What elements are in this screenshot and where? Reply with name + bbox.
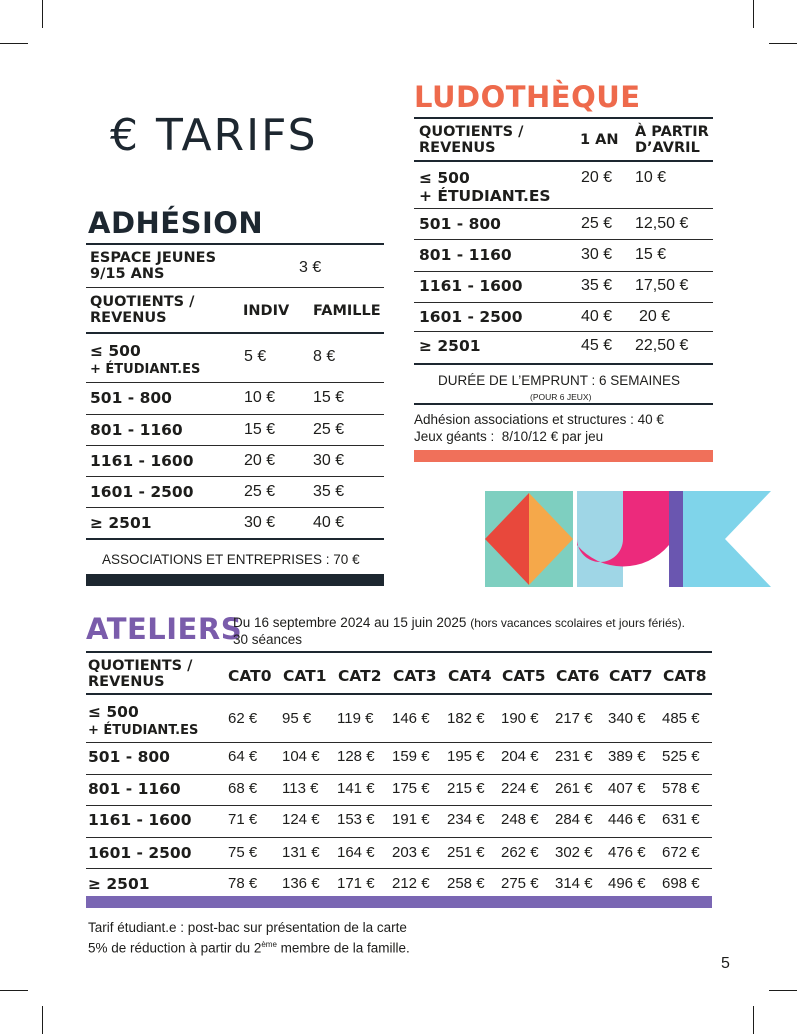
quotient-label: ≤ 500	[88, 703, 139, 721]
divider	[86, 693, 712, 695]
indiv-value: 30 €	[244, 514, 276, 531]
cat2-value: 171 €	[337, 875, 375, 892]
col-avril: À PARTIR D’AVRIL	[635, 124, 709, 156]
cat8-value: 631 €	[662, 811, 700, 828]
divider	[86, 287, 384, 288]
col-cat4: CAT4	[448, 667, 492, 685]
cat3-value: 203 €	[392, 844, 430, 861]
cat0-value: 68 €	[228, 780, 258, 797]
crop-mark	[42, 1006, 43, 1034]
quotient-label: 801 - 1160	[88, 780, 181, 798]
cat7-value: 446 €	[608, 811, 646, 828]
col-1an: 1 AN	[580, 132, 619, 148]
divider	[86, 243, 384, 245]
an-value: 20 €	[581, 169, 613, 186]
avril-value: 17,50 €	[635, 277, 689, 294]
cat4-value: 234 €	[447, 811, 485, 828]
cat8-value: 698 €	[662, 875, 700, 892]
quotient-label: 1601 - 2500	[88, 844, 192, 862]
cat8-value: 672 €	[662, 844, 700, 861]
light-blue-shape	[577, 491, 623, 587]
cat5-value: 248 €	[501, 811, 539, 828]
cat1-value: 104 €	[282, 748, 320, 765]
espace-jeunes-value: 3 €	[299, 259, 322, 276]
quotient-label: ≥ 2501	[90, 514, 152, 532]
cat2-value: 164 €	[337, 844, 375, 861]
divider	[86, 774, 712, 775]
cat5-value: 224 €	[501, 780, 539, 797]
cat6-value: 284 €	[555, 811, 593, 828]
divider	[414, 331, 713, 332]
divider	[86, 805, 712, 806]
avril-value: 12,50 €	[635, 215, 689, 232]
ateliers-note-reduction	[88, 936, 410, 958]
espace-jeunes-label: ESPACE JEUNES 9/15 ANS	[90, 250, 217, 282]
avril-value: 15 €	[635, 246, 667, 263]
cat8-value: 485 €	[662, 710, 700, 727]
quotient-sublabel: + ÉTUDIANT.ES	[88, 723, 199, 738]
ateliers-note-etudiant: Tarif étudiant.e : post-bac sur présentation de la carte	[88, 920, 407, 935]
divider	[86, 476, 384, 477]
cat5-value: 275 €	[501, 875, 539, 892]
cat8-value: 525 €	[662, 748, 700, 765]
cat6-value: 302 €	[555, 844, 593, 861]
col-indiv: INDIV	[243, 303, 290, 319]
cat4-value: 258 €	[447, 875, 485, 892]
page-number: 5	[721, 955, 730, 972]
cat3-value: 191 €	[392, 811, 430, 828]
cat7-value: 340 €	[608, 710, 646, 727]
an-value: 40 €	[581, 308, 613, 325]
cat2-value: 119 €	[337, 710, 374, 727]
col-cat1: CAT1	[283, 667, 327, 685]
quotient-label: 1601 - 2500	[419, 308, 523, 326]
ludo-note-adhesion: Adhésion associations et structures : 40 €	[414, 412, 664, 427]
cat6-value: 231 €	[555, 748, 593, 765]
cat1-value: 136 €	[282, 875, 320, 892]
quotient-label: 501 - 800	[90, 389, 172, 407]
cat7-value: 389 €	[608, 748, 646, 765]
divider	[414, 302, 713, 303]
ludo-note-jeux-geants: Jeux géants : 8/10/12 € par jeu	[414, 429, 604, 444]
page-title: € TARIFS	[110, 110, 318, 161]
quotient-label: 1161 - 1600	[90, 452, 194, 470]
duree-emprunt-sub: (POUR 6 JEUX)	[530, 392, 592, 402]
reduction-superscript: ème	[261, 940, 277, 949]
cat2-value: 128 €	[337, 748, 375, 765]
crop-mark	[0, 990, 28, 991]
divider	[86, 837, 712, 838]
quotient-label: ≥ 2501	[419, 337, 481, 355]
quotient-label: ≤ 500	[419, 169, 470, 187]
crop-mark	[0, 43, 28, 44]
famille-value: 30 €	[313, 452, 345, 469]
quotient-label: 801 - 1160	[90, 421, 183, 439]
indiv-value: 20 €	[244, 452, 276, 469]
quotient-label: ≤ 500	[90, 342, 141, 360]
an-value: 45 €	[581, 337, 613, 354]
duree-emprunt: DURÉE DE L’EMPRUNT : 6 SEMAINES	[438, 373, 681, 388]
famille-value: 40 €	[313, 514, 345, 531]
reduction-text: 5% de réduction à partir du 2	[88, 940, 262, 956]
divider	[86, 382, 384, 383]
divider	[414, 208, 713, 209]
cat1-value: 131 €	[282, 844, 320, 861]
cat3-value: 146 €	[392, 710, 430, 727]
quotient-label: 801 - 1160	[419, 246, 512, 264]
col-quotients: QUOTIENTS / REVENUS	[419, 124, 524, 156]
cat1-value: 124 €	[282, 811, 320, 828]
cat4-value: 182 €	[447, 710, 485, 727]
avril-value: 20 €	[639, 308, 671, 325]
indiv-value: 5 €	[244, 348, 267, 365]
ludotheque-bar	[414, 450, 713, 462]
an-value: 25 €	[581, 215, 613, 232]
famille-value: 35 €	[313, 483, 345, 500]
quotient-label: 501 - 800	[419, 215, 501, 233]
col-quotients: QUOTIENTS / REVENUS	[90, 294, 195, 326]
ateliers-dates-extra: (hors vacances scolaires et jours fériés).	[470, 616, 685, 630]
quotient-label: ≥ 2501	[88, 875, 150, 893]
famille-value: 25 €	[313, 421, 345, 438]
cat6-value: 217 €	[555, 710, 593, 727]
col-cat6: CAT6	[556, 667, 600, 685]
adhesion-footnote: ASSOCIATIONS ET ENTREPRISES : 70 €	[102, 552, 360, 567]
an-value: 30 €	[581, 246, 613, 263]
divider	[414, 363, 713, 365]
adhesion-bar	[86, 574, 384, 586]
cat1-value: 95 €	[282, 710, 312, 727]
cat2-value: 141 €	[337, 780, 375, 797]
cat2-value: 153 €	[337, 811, 375, 828]
cat0-value: 75 €	[228, 844, 258, 861]
divider	[86, 868, 712, 869]
ateliers-dates-main: Du 16 septembre 2024 au 15 juin 2025	[233, 615, 467, 630]
divider	[86, 742, 712, 743]
cat7-value: 476 €	[608, 844, 646, 861]
indiv-value: 25 €	[244, 483, 276, 500]
col-cat0: CAT0	[228, 667, 272, 685]
sky-arrow-shape	[683, 491, 771, 587]
cat0-value: 64 €	[228, 748, 258, 765]
cat4-value: 251 €	[447, 844, 485, 861]
adhesion-title: ADHÉSION	[88, 206, 264, 240]
col-cat5: CAT5	[502, 667, 546, 685]
quotient-label: 501 - 800	[88, 748, 170, 766]
avril-value: 10 €	[635, 169, 667, 186]
cat3-value: 159 €	[392, 748, 430, 765]
decorative-shapes-graphic	[485, 491, 771, 587]
cat8-value: 578 €	[662, 780, 700, 797]
quotient-label: 1601 - 2500	[90, 483, 194, 501]
crop-mark	[769, 43, 797, 44]
ateliers-bar	[86, 896, 712, 908]
cat4-value: 195 €	[447, 748, 485, 765]
cat3-value: 175 €	[392, 780, 430, 797]
divider	[86, 651, 712, 653]
ateliers-seances: 30 séances	[233, 632, 303, 647]
col-cat8: CAT8	[663, 667, 707, 685]
crop-mark	[753, 0, 754, 28]
col-cat7: CAT7	[609, 667, 653, 685]
col-famille: FAMILLE	[313, 303, 381, 319]
col-cat3: CAT3	[393, 667, 437, 685]
divider	[414, 239, 713, 240]
cat0-value: 71 €	[228, 811, 258, 828]
cat0-value: 78 €	[228, 875, 258, 892]
ateliers-dates	[233, 614, 685, 632]
cat3-value: 212 €	[392, 875, 430, 892]
cat5-value: 190 €	[501, 710, 539, 727]
cat4-value: 215 €	[447, 780, 485, 797]
avril-value: 22,50 €	[635, 337, 689, 354]
indiv-value: 10 €	[244, 389, 276, 406]
purple-bar-shape	[669, 491, 683, 587]
col-quotients: QUOTIENTS / REVENUS	[88, 658, 193, 690]
an-value: 35 €	[581, 277, 613, 294]
col-cat2: CAT2	[338, 667, 382, 685]
ateliers-title: ATELIERS	[86, 612, 243, 646]
cat0-value: 62 €	[228, 710, 258, 727]
reduction-text-end: membre de la famille.	[276, 940, 410, 956]
ludotheque-title: LUDOTHÈQUE	[414, 80, 641, 114]
divider	[86, 445, 384, 446]
indiv-value: 15 €	[244, 421, 276, 438]
cat5-value: 262 €	[501, 844, 539, 861]
cat7-value: 407 €	[608, 780, 646, 797]
divider	[414, 403, 713, 405]
crop-mark	[42, 0, 43, 28]
cat7-value: 496 €	[608, 875, 646, 892]
cat5-value: 204 €	[501, 748, 539, 765]
cat6-value: 314 €	[555, 875, 593, 892]
cat6-value: 261 €	[555, 780, 593, 797]
divider	[86, 507, 384, 508]
crop-mark	[753, 1006, 754, 1034]
divider	[414, 160, 713, 162]
crop-mark	[769, 990, 797, 991]
quotient-sublabel: + ÉTUDIANT.ES	[90, 362, 201, 377]
quotient-label: 1161 - 1600	[419, 277, 523, 295]
divider	[86, 414, 384, 415]
quotient-sublabel: + ÉTUDIANT.ES	[419, 187, 551, 205]
divider	[414, 271, 713, 272]
divider	[414, 117, 713, 119]
famille-value: 15 €	[313, 389, 345, 406]
famille-value: 8 €	[313, 348, 336, 365]
divider	[86, 332, 384, 334]
divider	[86, 538, 384, 540]
quotient-label: 1161 - 1600	[88, 811, 192, 829]
cat1-value: 113 €	[282, 780, 319, 797]
